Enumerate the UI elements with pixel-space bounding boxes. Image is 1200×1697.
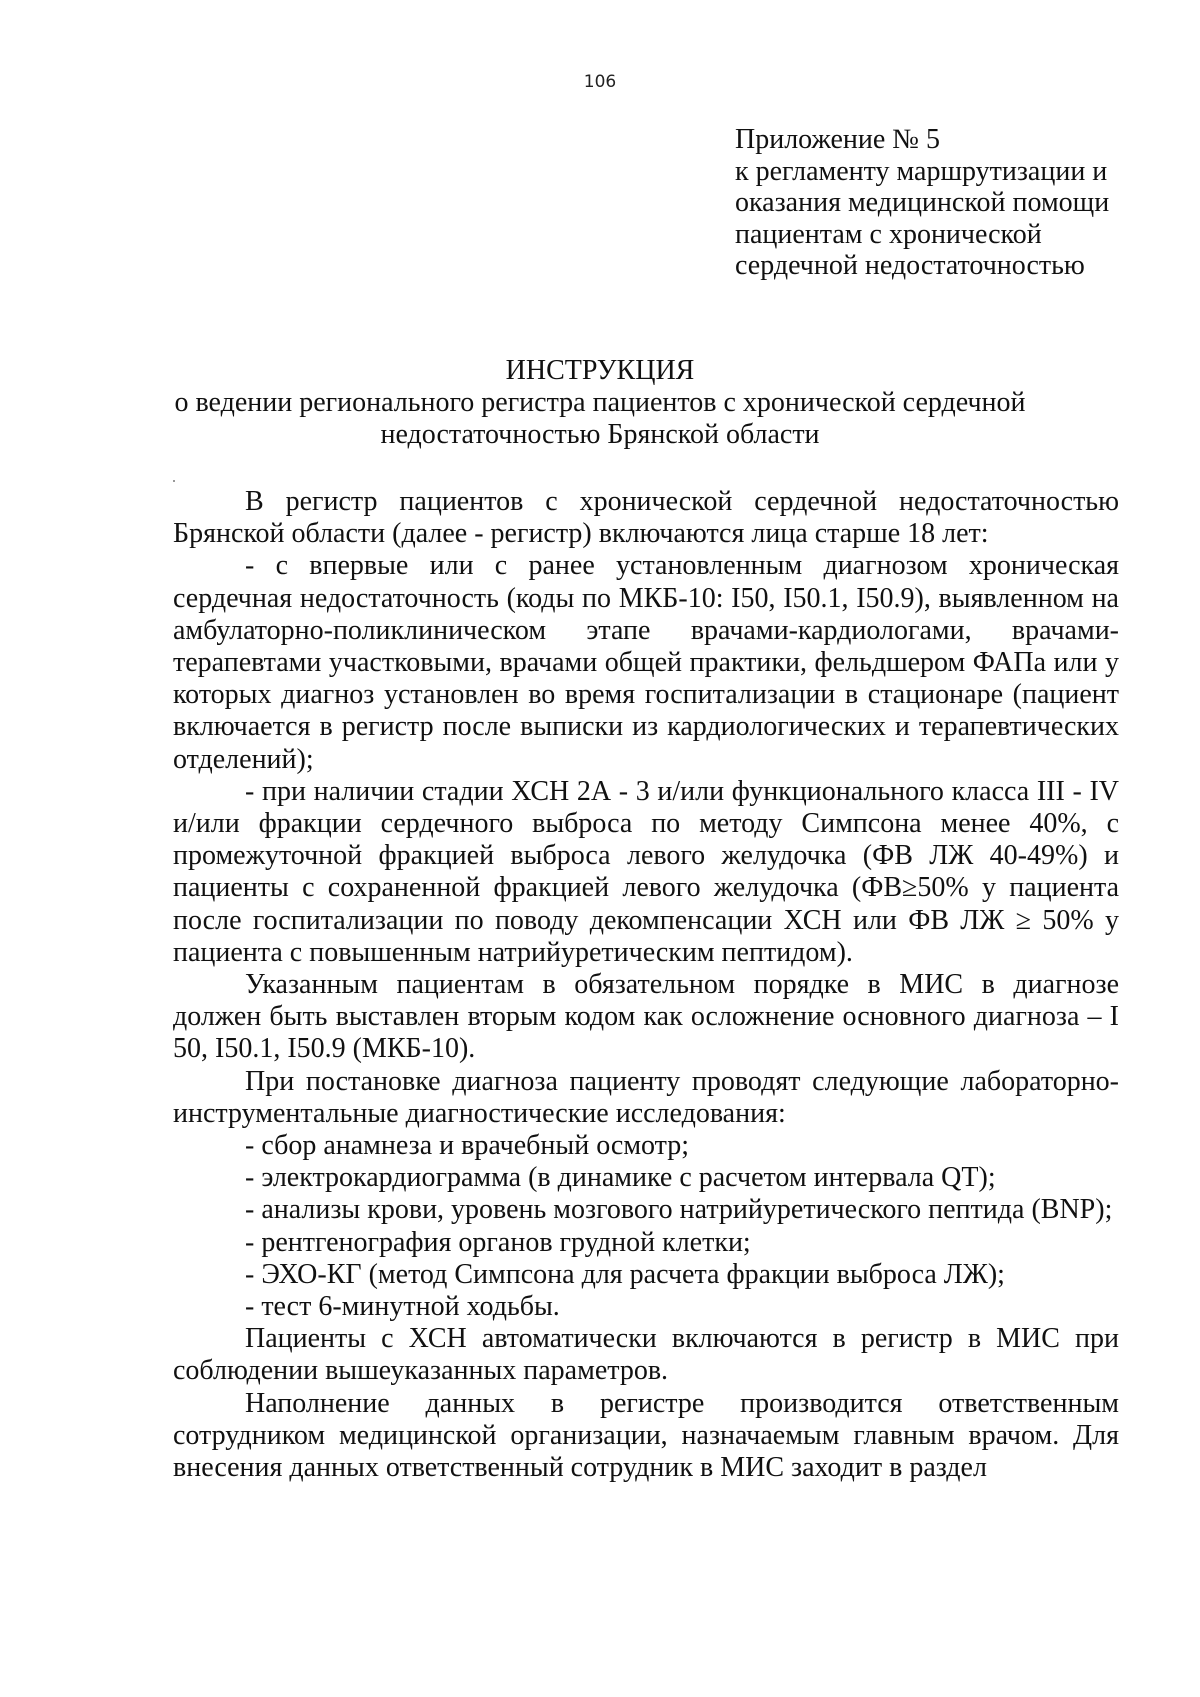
list-item: - ЭХО-КГ (метод Симпсона для расчета фракции выброса ЛЖ); [245,1258,1005,1290]
paragraph: - с впервые или с ранее установленным диагнозом хроническая сердечная недостаточность (коды по МКБ-10: I50, I50.1, I50.9), выявленном на амбулаторно-поликлиническом этапе врачами-кардиологами, врачами-терапевтами участковыми, врачами общей практики, фельдшером ФАПа или у которых диагноз установлен во время госпитализации в стационаре (пациент включается в регистр после выписки из кардиологических и терапевтических отделений); [173,550,1119,775]
paragraph: - при наличии стадии ХСН 2А - 3 и/или функционального класса III - IV и/или фракции сердечного выброса по методу Симпсона менее 40%, с промежуточной фракцией выброса левого желудочка (ФВ ЛЖ 40-49%) и пациенты с сохраненной фракцией левого желудочка (ФВ≥50% у пациента после госпитализации по поводу декомпенсации ХСН или ФВ ЛЖ ≥ 50% у пациента с повышенным натрийуретическим пептидом). [173,775,1119,968]
paragraph: Указанным пациентам в обязательном порядке в МИС в диагнозе должен быть выставлен вторым кодом как осложнение основного диагноза – I 50, I50.1, I50.9 (МКБ-10). [173,969,1119,1065]
list-item: - электрокардиограмма (в динамике с расчетом интервала QT); [245,1162,996,1194]
paragraph: В регистр пациентов с хронической сердечной недостаточностью Брянской области (далее - регистр) включаются лица старше 18 лет: [173,486,1119,550]
appendix-line: к регламенту маршрутизации и [735,155,1108,187]
paragraph: Наполнение данных в регистре производится ответственным сотрудником медицинской организации, назначаемым главным врачом. Для внесения данных ответственный сотрудник в МИС заходит в раздел [173,1387,1119,1484]
list-item: - сбор анамнеза и врачебный осмотр; [245,1130,690,1162]
document-title [0,355,1200,451]
appendix-line: сердечной недостаточностью [735,250,1085,281]
list-item: - анализы крови, уровень мозгового натрийуретического пептида (BNP); [245,1194,1113,1226]
scan-speck [173,480,175,482]
body-text [173,486,1119,1484]
appendix-line: Приложение № 5 [735,124,940,155]
appendix-line: оказания медицинской помощи [735,187,1110,218]
title-heading: ИНСТРУКЦИЯ [505,355,695,386]
list-item: - рентгенография органов грудной клетки; [245,1226,751,1258]
page-number: 106 [583,72,617,92]
paragraph: При постановке диагноза пациенту проводят следующие лабораторно-инструментальные диагностические исследования: [173,1065,1119,1129]
appendix-note [735,124,1175,282]
list-item: - тест 6-минутной ходьбы. [245,1291,560,1323]
paragraph: Пациенты с ХСН автоматически включаются в регистр в МИС при соблюдении вышеуказанных параметров. [173,1323,1119,1387]
appendix-line: пациентам с хронической [735,218,1042,250]
title-subtitle-line: о ведении регионального регистра пациентов с хронической сердечной [174,387,1026,418]
title-subtitle-line: недостаточностью Брянской области [380,419,820,450]
